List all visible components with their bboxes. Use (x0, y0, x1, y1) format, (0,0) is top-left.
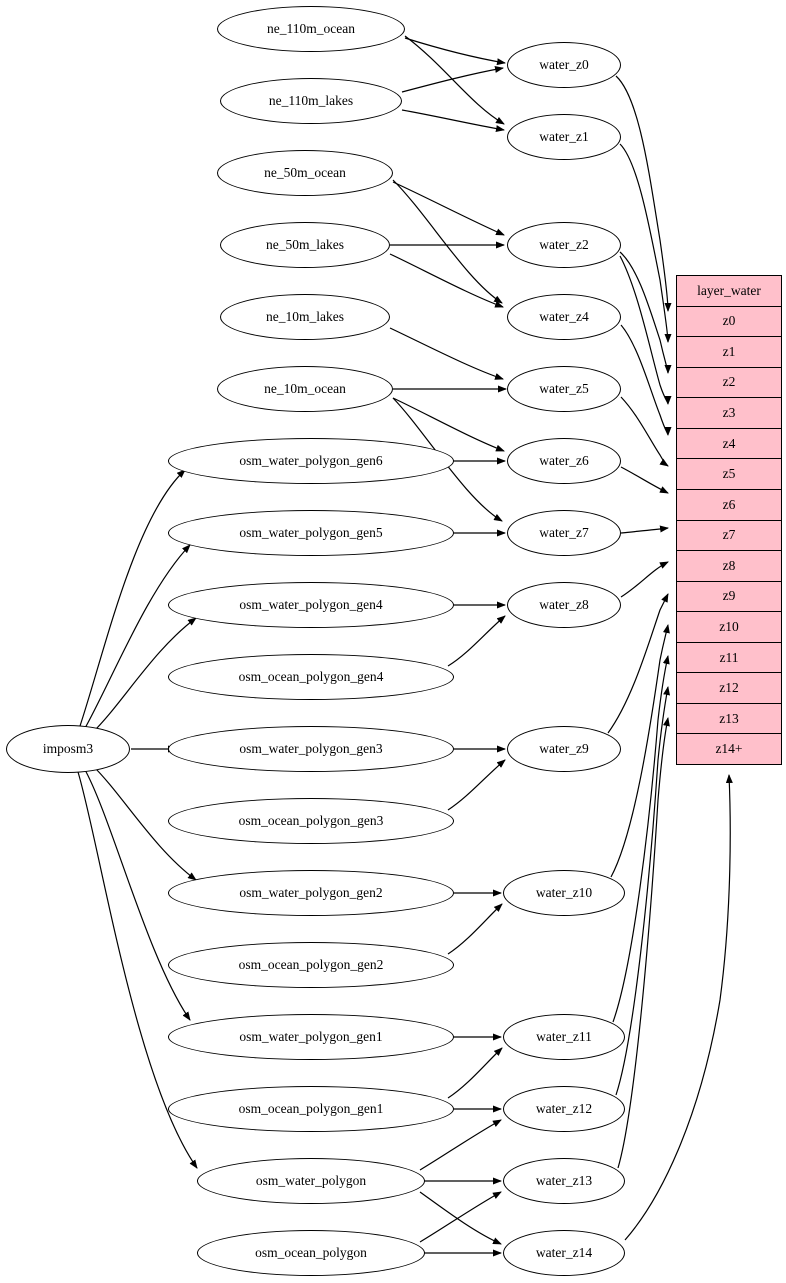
record-cell-z11[interactable]: z11 (677, 643, 781, 674)
record-cell-z0[interactable]: z0 (677, 307, 781, 338)
node-water_z4[interactable] (507, 294, 621, 340)
node-water_z14[interactable] (503, 1230, 625, 1276)
node-label: water_z10 (535, 885, 593, 900)
node-ne_50m_lakes[interactable] (220, 222, 390, 268)
record-cell-z8[interactable]: z8 (677, 551, 781, 582)
node-ne_10m_lakes[interactable] (220, 294, 390, 340)
edge-water_z9-to-rec_z9 (608, 594, 668, 733)
node-water_z10[interactable] (503, 870, 625, 916)
node-label: water_z2 (539, 237, 589, 252)
node-label: ne_10m_lakes (266, 309, 344, 324)
record-cell-z4[interactable]: z4 (677, 429, 781, 460)
edge-ne_50m_ocean-to-water_z4 (393, 180, 502, 303)
node-osm_water_polygon_gen4[interactable] (168, 582, 454, 628)
node-label: osm_water_polygon_gen6 (239, 453, 383, 468)
node-water_z5[interactable] (507, 366, 621, 412)
node-water_z1[interactable] (507, 114, 621, 160)
node-osm_ocean_polygon_gen2[interactable] (168, 942, 454, 988)
node-osm_ocean_polygon_gen3[interactable] (168, 798, 454, 844)
node-label: water_z5 (539, 381, 589, 396)
node-label: water_z8 (539, 597, 589, 612)
edge-water_z14-to-rec_z14 (625, 775, 730, 1240)
node-label: ne_50m_ocean (264, 165, 346, 180)
node-label: ne_10m_ocean (264, 381, 346, 396)
node-label: osm_water_polygon_gen3 (239, 741, 383, 756)
edge-osm_ocean_polygon-to-water_z13 (420, 1192, 501, 1242)
record-cell-z9[interactable]: z9 (677, 582, 781, 613)
edge-ne_10m_lakes-to-water_z5 (390, 328, 503, 379)
node-label: water_z13 (535, 1173, 593, 1188)
node-osm_water_polygon_gen2[interactable] (168, 870, 454, 916)
record-cell-z14+[interactable]: z14+ (677, 734, 781, 764)
node-label: osm_water_polygon_gen1 (239, 1029, 383, 1044)
record-cell-z10[interactable]: z10 (677, 612, 781, 643)
edge-ne_110m_ocean-to-water_z1 (405, 36, 504, 124)
edge-water_z2-to-rec_z3 (620, 256, 668, 404)
edge-ne_110m_ocean-to-water_z0 (405, 38, 505, 63)
edge-osm_ocean_polygon_gen4-to-water_z8 (448, 616, 505, 666)
edge-water_z7-to-rec_z7 (621, 528, 668, 533)
node-osm_water_polygon_gen3[interactable] (168, 726, 454, 772)
node-label: water_z4 (539, 309, 589, 324)
record-cell-z7[interactable]: z7 (677, 521, 781, 552)
edge-ne_110m_lakes-to-water_z1 (402, 110, 504, 130)
node-label: water_z1 (539, 129, 589, 144)
node-label: ne_110m_ocean (267, 21, 355, 36)
edge-water_z11-to-rec_z11 (613, 656, 668, 1022)
node-label: water_z12 (535, 1101, 593, 1116)
edge-ne_50m_ocean-to-water_z2 (393, 182, 504, 235)
node-osm_water_polygon[interactable] (197, 1158, 425, 1204)
edge-osm_water_polygon-to-water_z12 (420, 1120, 501, 1170)
node-imposm3[interactable] (6, 725, 130, 773)
node-label: osm_water_polygon_gen5 (239, 525, 383, 540)
node-ne_10m_ocean[interactable] (217, 366, 393, 412)
node-ne_50m_ocean[interactable] (217, 150, 393, 196)
node-label: imposm3 (42, 741, 94, 756)
layer-water-record[interactable] (676, 275, 782, 765)
edge-osm_ocean_polygon_gen3-to-water_z9 (448, 760, 505, 810)
edge-imposm3-to-osm_water_polygon_gen6 (80, 470, 185, 726)
node-label: ne_50m_lakes (266, 237, 344, 252)
edge-water_z0-to-rec_z0 (616, 76, 668, 311)
edge-water_z4-to-rec_z4 (621, 325, 668, 435)
record-cell-z5[interactable]: z5 (677, 459, 781, 490)
record-cell-z3[interactable]: z3 (677, 398, 781, 429)
node-osm_water_polygon_gen1[interactable] (168, 1014, 454, 1060)
node-water_z12[interactable] (503, 1086, 625, 1132)
node-label: osm_ocean_polygon_gen4 (238, 669, 384, 684)
edge-ne_10m_ocean-to-water_z6 (393, 398, 504, 451)
edge-water_z2-to-rec_z2 (620, 252, 668, 373)
node-ne_110m_ocean[interactable] (217, 6, 405, 52)
node-label: water_z11 (536, 1029, 592, 1044)
node-osm_water_polygon_gen6[interactable] (168, 438, 454, 484)
edge-ne_110m_lakes-to-water_z0 (402, 68, 503, 92)
node-water_z13[interactable] (503, 1158, 625, 1204)
node-osm_ocean_polygon_gen4[interactable] (168, 654, 454, 700)
edge-ne_50m_lakes-to-water_z4 (390, 254, 503, 307)
edge-water_z1-to-rec_z1 (620, 144, 668, 342)
record-title-cell[interactable]: layer_water (677, 276, 781, 307)
edge-osm_ocean_polygon_gen1-to-water_z11 (448, 1048, 502, 1098)
node-water_z11[interactable] (503, 1014, 625, 1060)
node-label: osm_water_polygon_gen2 (239, 885, 383, 900)
node-label: water_z9 (539, 741, 589, 756)
node-label: osm_water_polygon_gen4 (239, 597, 383, 612)
node-label: water_z0 (539, 57, 589, 72)
node-label: osm_ocean_polygon_gen2 (238, 957, 384, 972)
edge-water_z13-to-rec_z13 (618, 718, 668, 1168)
node-water_z6[interactable] (507, 438, 621, 484)
node-water_z8[interactable] (507, 582, 621, 628)
node-osm_ocean_polygon[interactable] (197, 1230, 425, 1276)
node-label: water_z14 (535, 1245, 593, 1260)
node-osm_water_polygon_gen5[interactable] (168, 510, 454, 556)
node-label: osm_ocean_polygon_gen3 (238, 813, 384, 828)
record-cell-z1[interactable]: z1 (677, 337, 781, 368)
edge-water_z8-to-rec_z8 (621, 562, 668, 597)
node-water_z2[interactable] (507, 222, 621, 268)
edge-osm_ocean_polygon_gen2-to-water_z10 (448, 904, 502, 954)
edge-water_z6-to-rec_z6 (621, 467, 668, 493)
node-label: osm_water_polygon (255, 1173, 367, 1188)
node-label: osm_ocean_polygon (255, 1245, 367, 1260)
record-cell-z13[interactable]: z13 (677, 704, 781, 735)
node-water_z9[interactable] (507, 726, 621, 772)
node-label: water_z7 (539, 525, 589, 540)
node-ne_110m_lakes[interactable] (220, 78, 402, 124)
edge-water_z5-to-rec_z5 (621, 397, 668, 466)
edge-osm_water_polygon-to-water_z14 (420, 1192, 501, 1244)
edge-imposm3-to-osm_water_polygon_gen5 (84, 545, 190, 730)
record-cell-z6[interactable]: z6 (677, 490, 781, 521)
node-water_z7[interactable] (507, 510, 621, 556)
node-water_z0[interactable] (507, 42, 621, 88)
node-label: ne_110m_lakes (268, 93, 354, 108)
record-cell-z2[interactable]: z2 (677, 368, 781, 399)
node-label: osm_ocean_polygon_gen1 (238, 1101, 384, 1116)
node-label: water_z6 (539, 453, 589, 468)
record-cell-z12[interactable]: z12 (677, 673, 781, 704)
node-osm_ocean_polygon_gen1[interactable] (168, 1086, 454, 1132)
